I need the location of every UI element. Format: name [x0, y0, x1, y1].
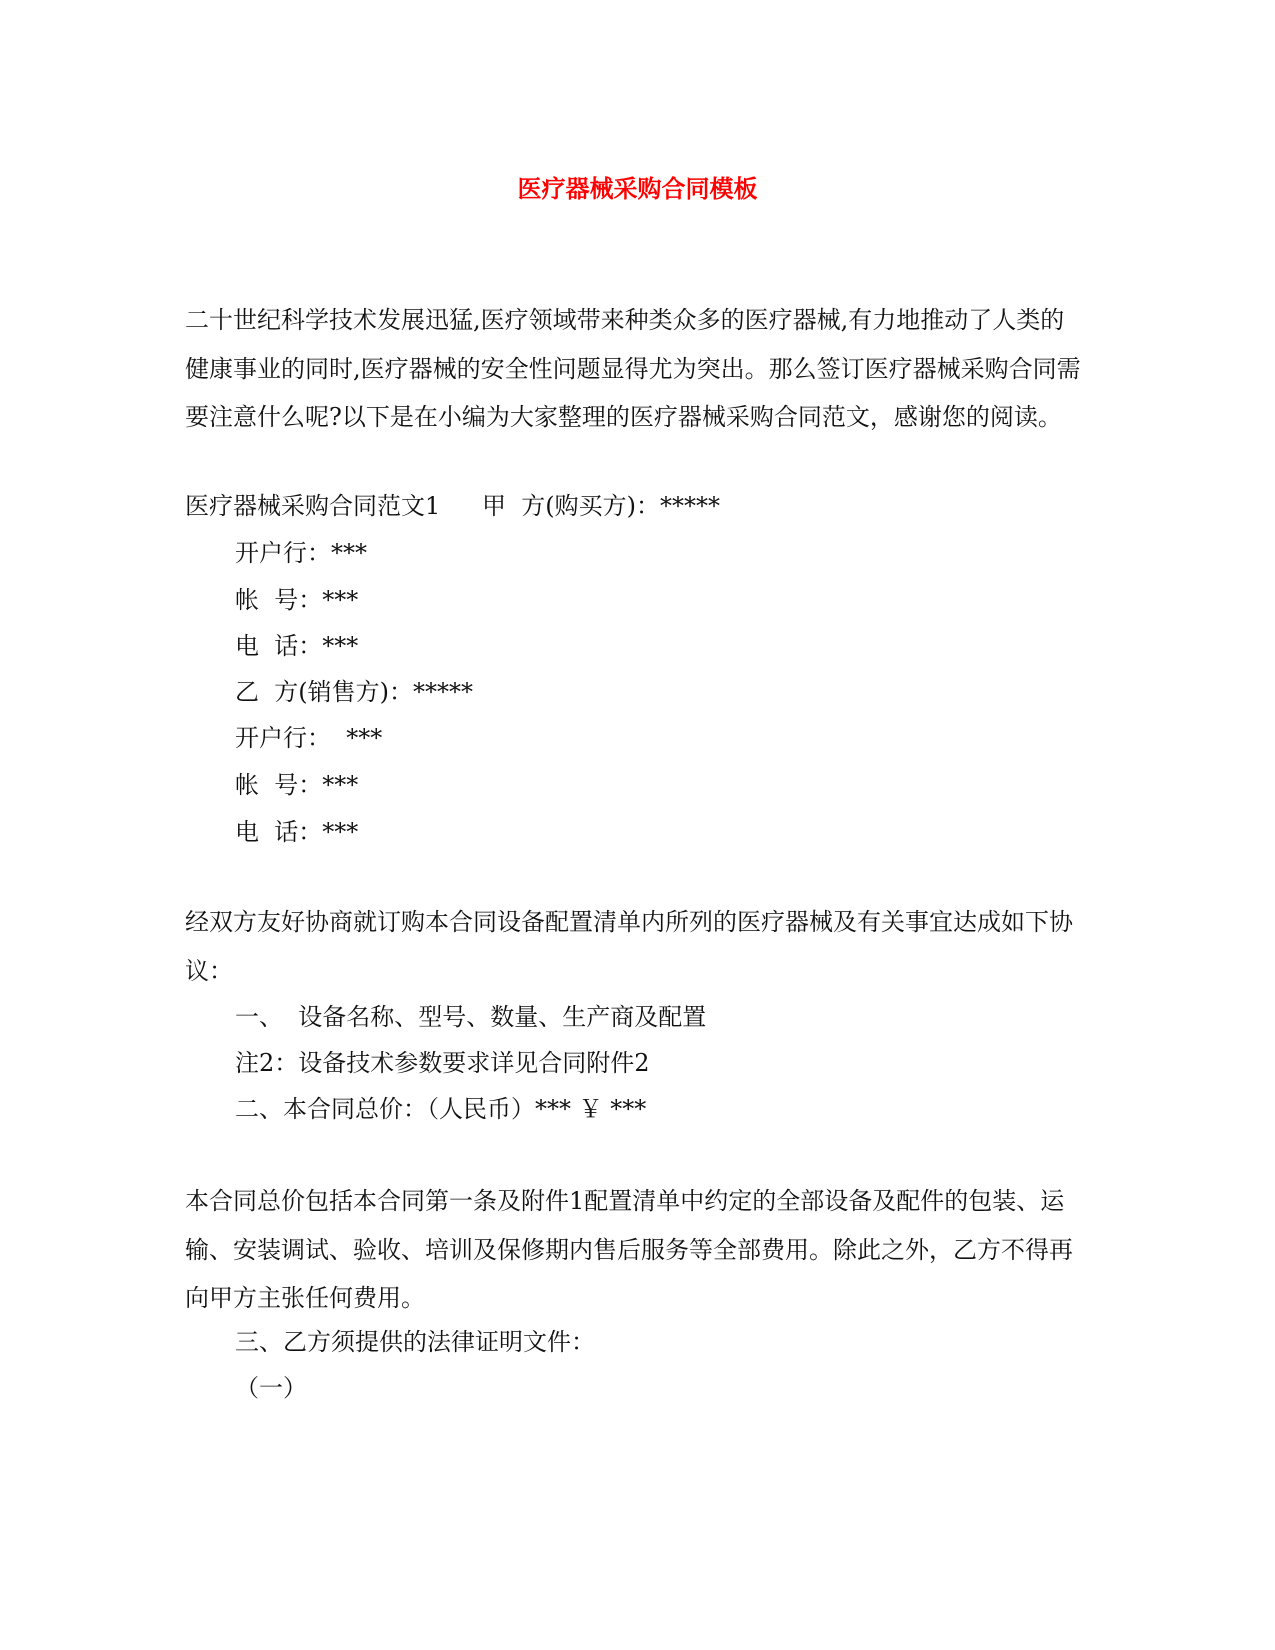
party-a-label: 甲 方(购买方)：*****: [482, 492, 720, 520]
party-b-account: 帐 号：***: [235, 771, 359, 799]
clause-2: 二、本合同总价：（人民币）*** ￥ ***: [235, 1095, 647, 1123]
party-a-account: 帐 号：***: [235, 586, 359, 614]
document-title: 医疗器械采购合同模板: [517, 174, 758, 203]
clause-3: 三、乙方须提供的法律证明文件：: [235, 1328, 595, 1356]
sub-clause-1: （一）: [235, 1374, 307, 1402]
clause-1: 一、 设备名称、型号、数量、生产商及配置: [235, 1003, 707, 1031]
intro-paragraph: 二十世纪科学技术发展迅猛,医疗领域带来种类众多的医疗器械,有力地推动了人类的健康事业的同时,医疗器械的安全性问题显得尤为突出。那么签订医疗器械采购合同需要注意什么呢?以下是在小编为大家整理的医疗器械采购合同范文，感谢您的阅读。: [185, 306, 1081, 431]
party-b-phone: 电 话：***: [235, 818, 359, 846]
party-b-label: 乙 方(销售方)：*****: [235, 678, 473, 706]
party-a-phone: 电 话：***: [235, 632, 359, 660]
note-2: 注2：设备技术参数要求详见合同附件2: [235, 1049, 650, 1077]
agreement-intro-paragraph: 经双方友好协商就订购本合同设备配置清单内所列的医疗器械及有关事宜达成如下协议：: [185, 908, 1073, 985]
sample-heading: 医疗器械采购合同范文1: [185, 492, 441, 520]
price-description-paragraph: 本合同总价包括本合同第一条及附件1配置清单中约定的全部设备及配件的包装、运输、安装调试、验收、培训及保修期内售后服务等全部费用。除此之外，乙方不得再向甲方主张任何费用。: [185, 1187, 1073, 1312]
party-b-bank: 开户行： ***: [235, 724, 383, 752]
party-a-bank: 开户行：***: [235, 539, 367, 567]
